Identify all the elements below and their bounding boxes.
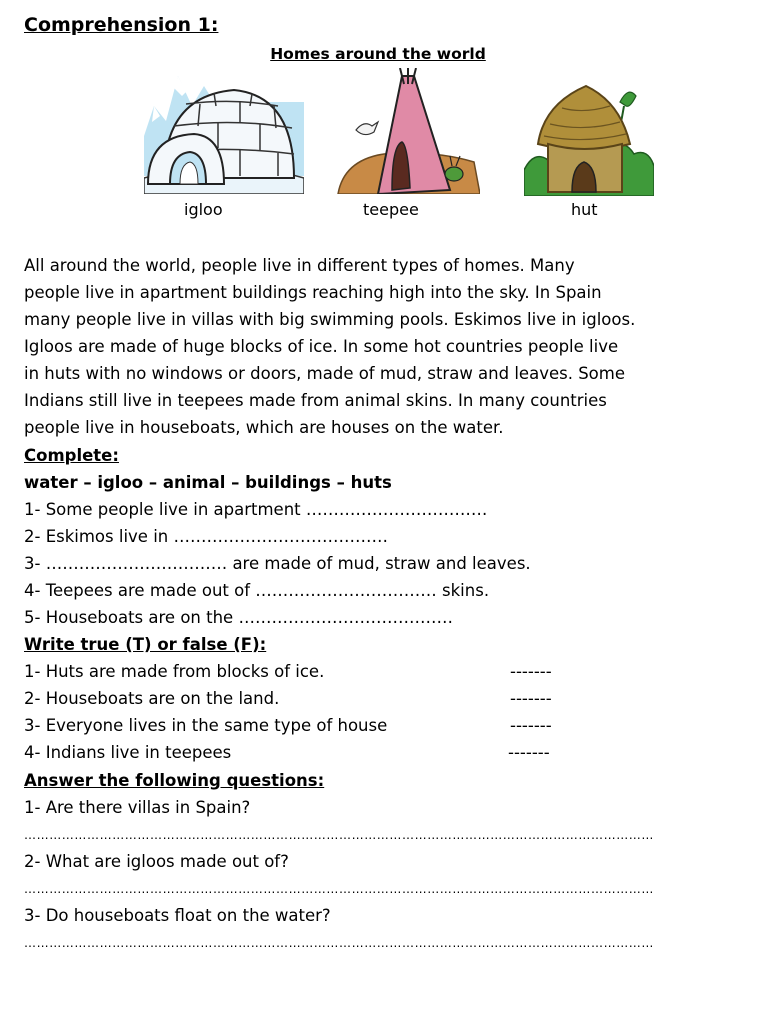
worksheet-title-text: Homes around the world [270, 45, 486, 63]
complete-title: Complete: [24, 446, 119, 465]
true-false-blank[interactable]: ------- [510, 662, 552, 681]
complete-item[interactable]: 2- Eskimos live in ………………………………… [24, 527, 388, 546]
question-text: 3- Do houseboats float on the water? [24, 906, 331, 925]
answer-line[interactable]: …………………………………………………………………………………………………………………………………… [24, 936, 654, 950]
true-false-title: Write true (T) or false (F): [24, 635, 267, 654]
passage-line: Indians still live in teepees made from animal skins. In many countries [24, 391, 607, 410]
true-false-item: 4- Indians live in teepees [24, 743, 232, 762]
caption-hut: hut [571, 200, 598, 219]
true-false-blank[interactable]: ------- [510, 689, 552, 708]
answer-line[interactable]: …………………………………………………………………………………………………………………………………… [24, 882, 654, 896]
question-text: 1- Are there villas in Spain? [24, 798, 251, 817]
passage-line: people live in houseboats, which are houses on the water. [24, 418, 504, 437]
passage-line: many people live in villas with big swimming pools. Eskimos live in igloos. [24, 310, 636, 329]
complete-item[interactable]: 1- Some people live in apartment …………………………… [24, 500, 488, 519]
caption-igloo: igloo [184, 200, 223, 219]
hut-illustration [524, 80, 654, 196]
page-heading: Comprehension 1: [24, 14, 219, 36]
teepee-illustration [334, 68, 480, 194]
passage-line: in huts with no windows or doors, made of mud, straw and leaves. Some [24, 364, 625, 383]
passage-line: people live in apartment buildings reaching high into the sky. In Spain [24, 283, 602, 302]
true-false-blank[interactable]: ------- [510, 716, 552, 735]
igloo-illustration [144, 66, 304, 194]
true-false-item: 1- Huts are made from blocks of ice. [24, 662, 325, 681]
complete-item[interactable]: 5- Houseboats are on the ………………………………… [24, 608, 453, 627]
complete-item[interactable]: 4- Teepees are made out of …………………………… skins. [24, 581, 490, 600]
true-false-blank[interactable]: ------- [508, 743, 550, 762]
question-text: 2- What are igloos made out of? [24, 852, 289, 871]
true-false-item: 3- Everyone lives in the same type of house [24, 716, 388, 735]
passage-line: All around the world, people live in different types of homes. Many [24, 256, 575, 275]
worksheet-title [0, 45, 768, 63]
true-false-item: 2- Houseboats are on the land. [24, 689, 280, 708]
questions-title: Answer the following questions: [24, 771, 325, 790]
complete-item[interactable]: 3- …………………………… are made of mud, straw and leaves. [24, 554, 531, 573]
answer-line[interactable]: …………………………………………………………………………………………………………………………………… [24, 828, 654, 842]
passage-line: Igloos are made of huge blocks of ice. In some hot countries people live [24, 337, 619, 356]
caption-teepee: teepee [363, 200, 419, 219]
word-bank: water – igloo – animal – buildings – huts [24, 473, 392, 492]
